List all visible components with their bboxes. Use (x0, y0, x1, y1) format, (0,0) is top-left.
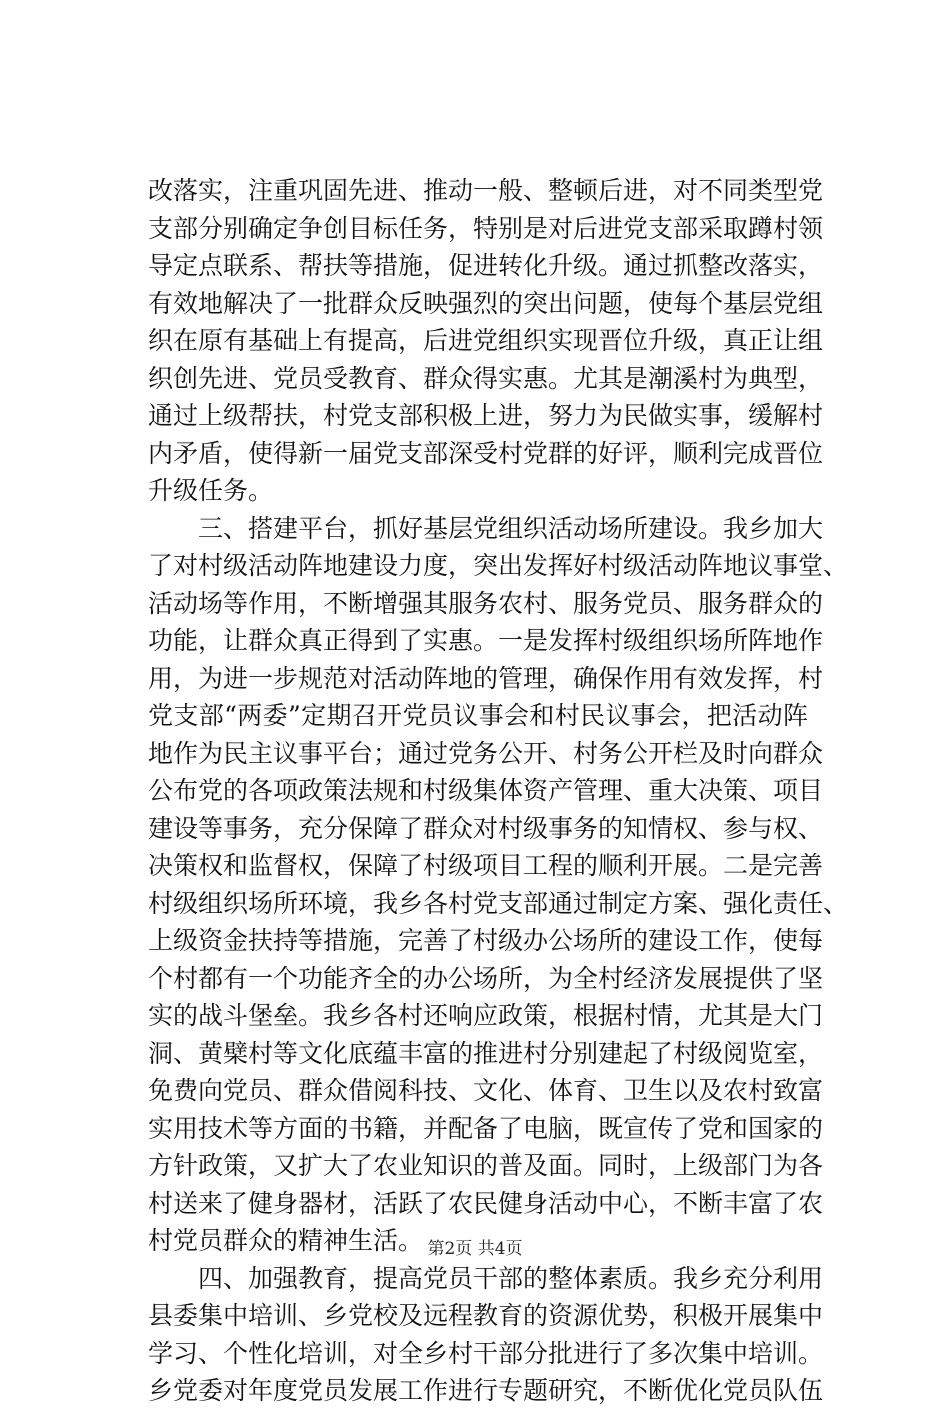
text-line: 活动场等作用，不断增强其服务农村、服务党员、服务群众的 (148, 588, 824, 618)
text-line: 支部分别确定争创目标任务，特别是对后进党支部采取蹲村领 (148, 213, 824, 243)
text-line: 学习、个性化培训，对全乡村干部分批进行了多次集中培训。 (148, 1338, 824, 1368)
paragraph-heading-line: 三、搭建平台，抓好基层党组织活动场所建设。我乡加大 (148, 513, 824, 543)
text-line: 改落实，注重巩固先进、推动一般、整顿后进，对不同类型党 (148, 176, 824, 205)
text-line: 乡党委对年度党员发展工作进行专题研究，不断优化党员队伍 (148, 1376, 824, 1405)
text-line: 织创先进、党员受教育、群众得实惠。尤其是潮溪村为典型， (148, 363, 824, 393)
text-line: 内矛盾，使得新一届党支部深受村党群的好评，顺利完成晋位 (148, 438, 824, 468)
text-line: 地作为民主议事平台；通过党务公开、村务公开栏及时向群众 (148, 738, 824, 768)
text-line: 县委集中培训、乡党校及远程教育的资源优势，积极开展集中 (148, 1301, 824, 1330)
page-footer: 第2页 共4页 (427, 1239, 523, 1259)
text-line: 功能，让群众真正得到了实惠。一是发挥村级组织场所阵地作 (148, 626, 824, 655)
text-line: 上级资金扶持等措施，完善了村级办公场所的建设工作，使每 (148, 926, 824, 955)
text-line: 决策权和监督权，保障了村级项目工程的顺利开展。二是完善 (148, 851, 824, 880)
text-line: 导定点联系、帮扶等措施，促进转化升级。通过抓整改落实， (148, 251, 824, 280)
text-line: 实的战斗堡垒。我乡各村还响应政策，根据村情，尤其是大门 (148, 1001, 824, 1030)
text-line: 个村都有一个功能齐全的办公场所，为全村经济发展提供了坚 (148, 963, 824, 993)
text-line: 了对村级活动阵地建设力度，突出发挥好村级活动阵地议事堂、 (148, 551, 849, 580)
text-line: 免费向党员、群众借阅科技、文化、体育、卫生以及农村致富 (148, 1076, 824, 1105)
text-line: 方针政策，又扩大了农业知识的普及面。同时，上级部门为各 (148, 1151, 824, 1180)
text-line: 实用技术等方面的书籍，并配备了电脑，既宣传了党和国家的 (148, 1113, 824, 1143)
text-line: 洞、黄檗村等文化底蕴丰富的推进村分别建起了村级阅览室， (148, 1038, 824, 1068)
document-body (148, 172, 849, 1410)
paragraph-heading-line: 四、加强教育，提高党员干部的整体素质。我乡充分利用 (148, 1263, 824, 1293)
text-line: 建设等事务，充分保障了群众对村级事务的知情权、参与权、 (148, 813, 824, 843)
text-line: 党支部“两委”定期召开党员议事会和村民议事会，把活动阵 (148, 701, 808, 730)
text-line: 村级组织场所环境，我乡各村党支部通过制定方案、强化责任、 (148, 888, 849, 918)
text-line: 通过上级帮扶，村党支部积极上进，努力为民做实事，缓解村 (148, 401, 824, 430)
text-line: 升级任务。 (148, 476, 274, 505)
text-line: 有效地解决了一批群众反映强烈的突出问题，使每个基层党组 (148, 288, 824, 318)
text-line: 用，为进一步规范对活动阵地的管理，确保作用有效发挥，村 (148, 663, 824, 693)
text-line: 公布党的各项政策法规和村级集体资产管理、重大决策、项目 (148, 776, 824, 805)
text-line: 织在原有基础上有提高，后进党组织实现晋位升级，真正让组 (148, 326, 824, 355)
text-line: 村送来了健身器材，活跃了农民健身活动中心，不断丰富了农 (148, 1188, 824, 1218)
text-line: 村党员群众的精神生活。 (148, 1226, 424, 1255)
